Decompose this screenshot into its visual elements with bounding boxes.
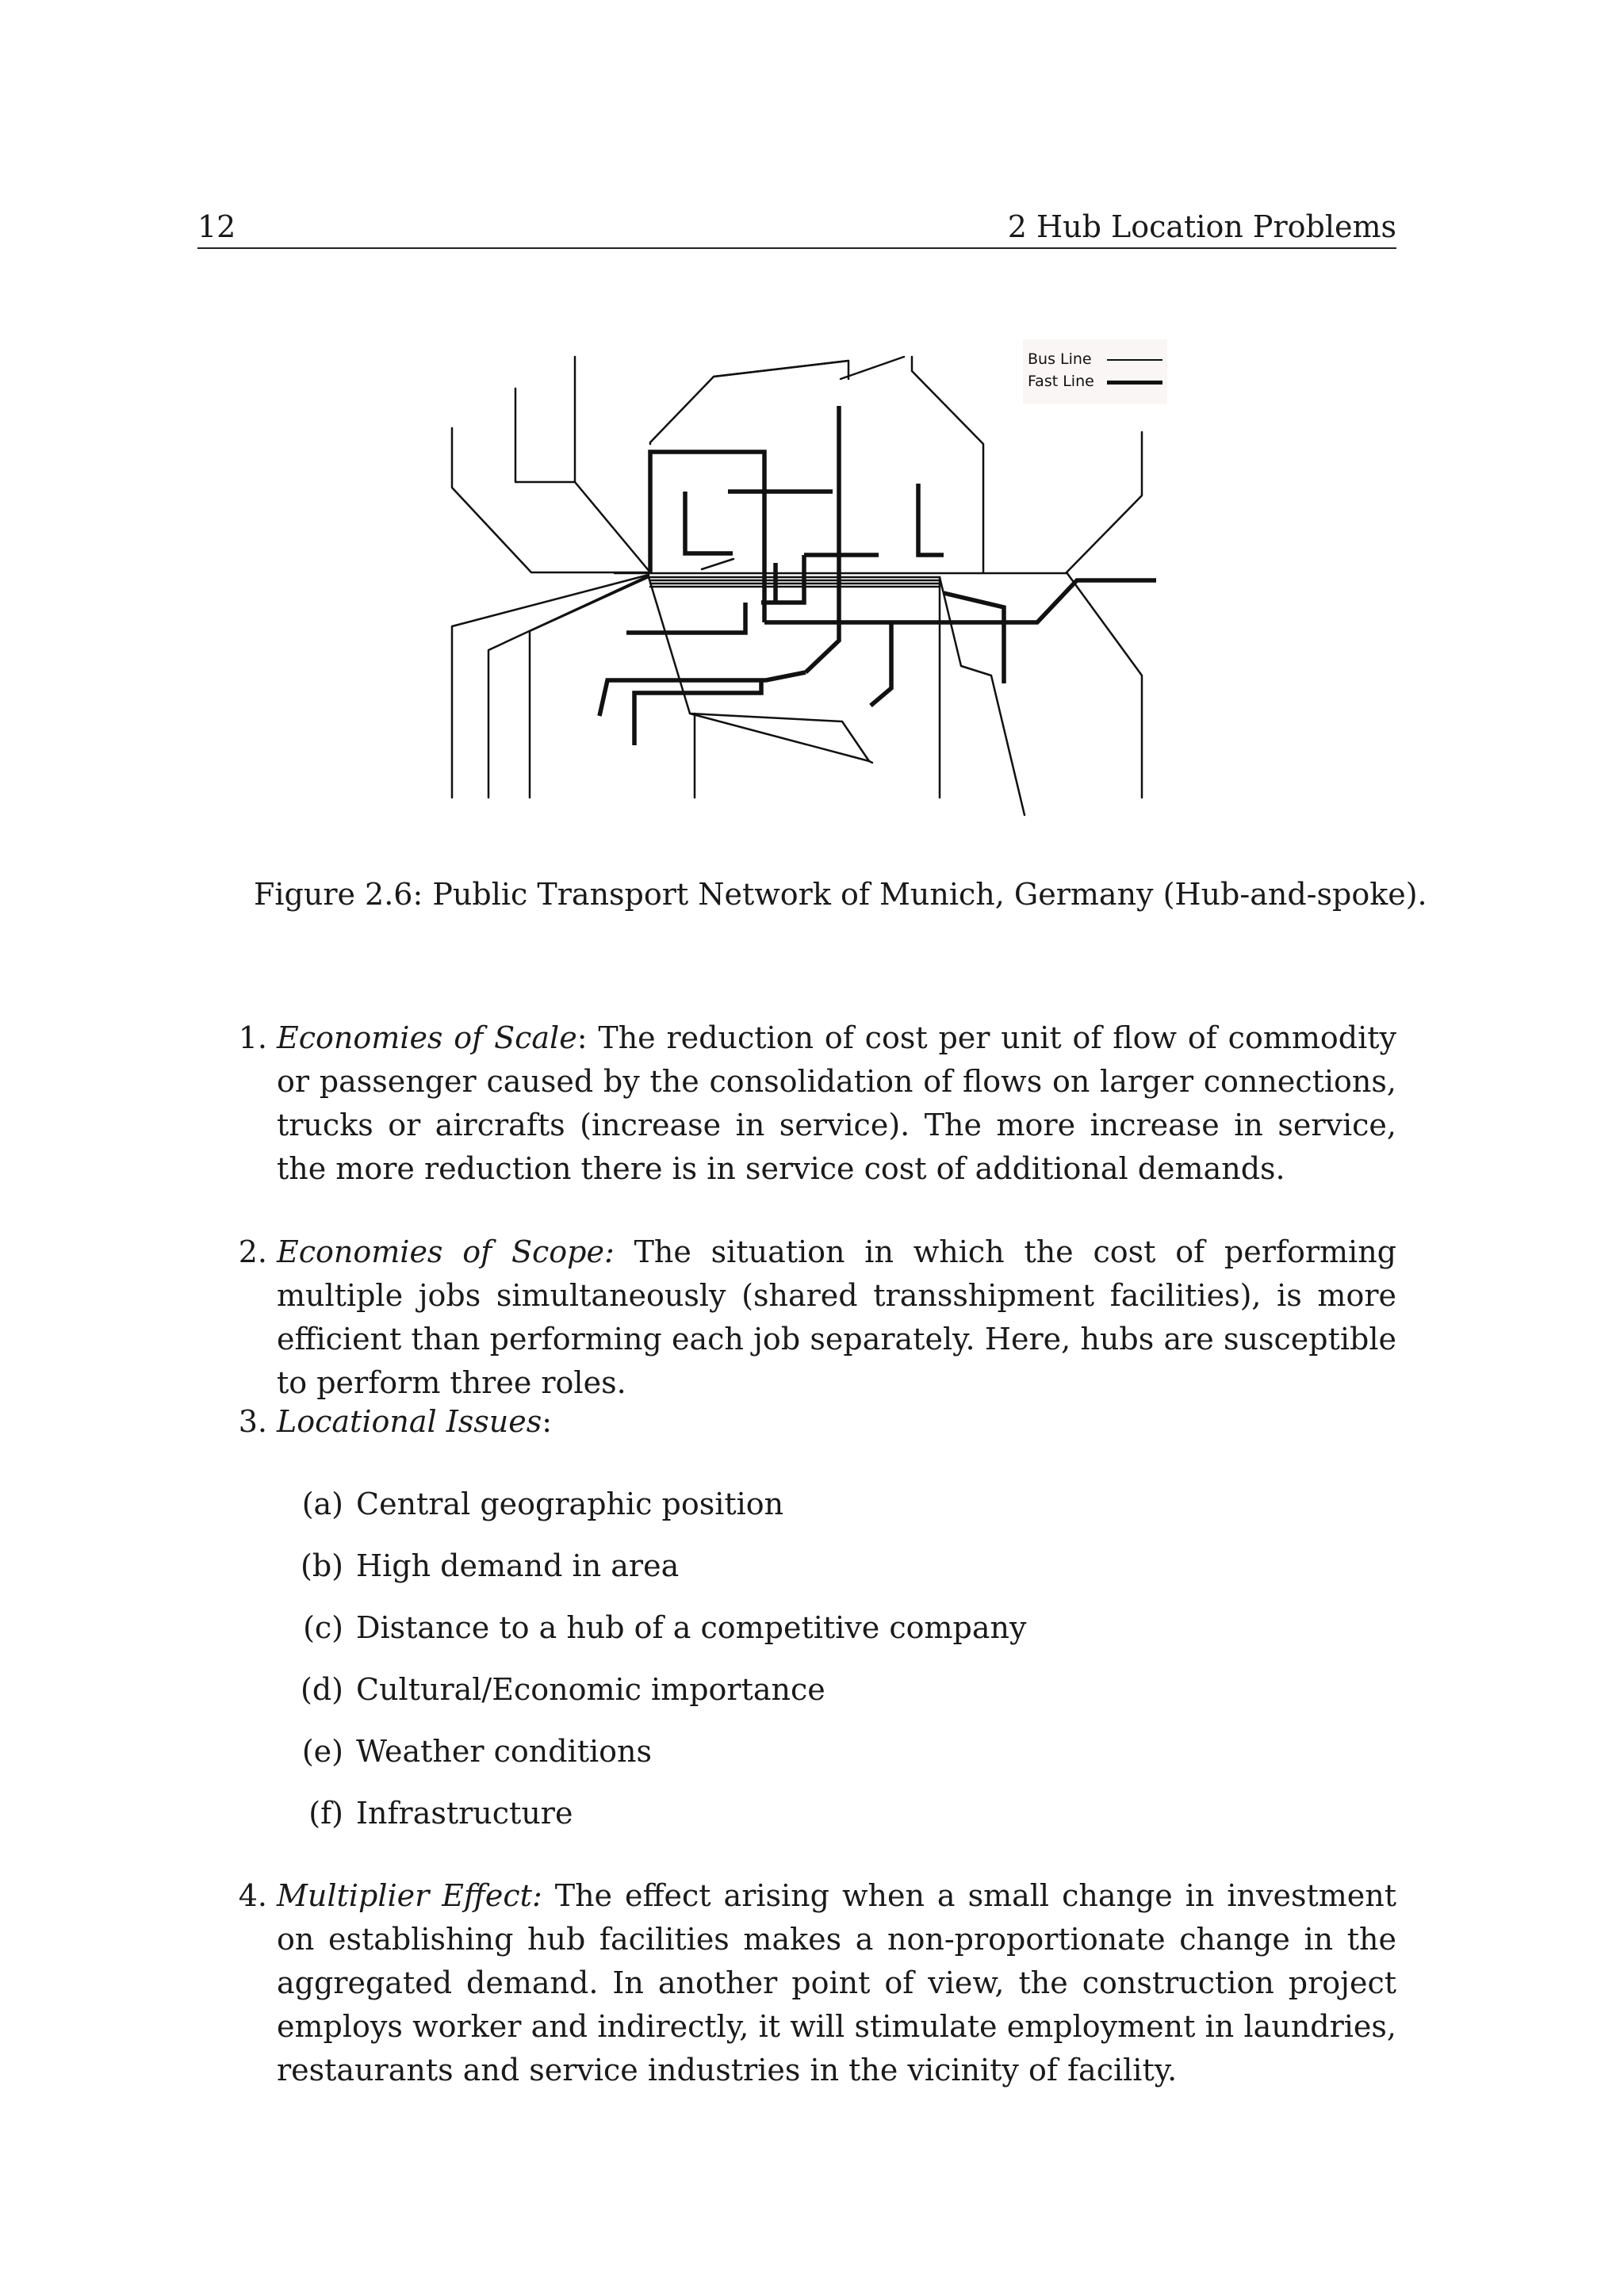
sublist-item (277, 1730, 1308, 1774)
item-number: 3. (238, 1404, 267, 1439)
bus-line (530, 577, 649, 798)
bus-line (940, 577, 1025, 815)
fast-line (650, 452, 764, 622)
subitem-label: (a) (301, 1487, 343, 1521)
header-rule (197, 247, 1396, 249)
legend-swatch-thin (1107, 359, 1162, 361)
subitem-text: Infrastructure (356, 1796, 573, 1831)
sublist-item (277, 1483, 1308, 1526)
item-lead: Economies of Scale (277, 1020, 577, 1055)
item-lead: Locational Issues (277, 1404, 542, 1439)
item-body (277, 1874, 1396, 2092)
item-text: The situation in which the cost of performing multiple jobs simultaneously (shared transshipment facilities), is more efficient than performing each job separately. Here, hubs are susceptible to perform three roles. (277, 1234, 1397, 1400)
transport-network-figure (444, 333, 1174, 825)
subitem-text: Cultural/Economic importance (356, 1672, 825, 1707)
figure-caption: Figure 2.6: Public Transport Network of Munich, Germany (Hub-and-spoke). (254, 877, 1427, 912)
subitem-text: Weather conditions (356, 1734, 652, 1769)
figure-legend (1023, 339, 1167, 404)
fast-line (685, 492, 733, 553)
item-body (277, 1230, 1396, 1405)
sublist-item (277, 1544, 1308, 1588)
item-text: The effect arising when a small change in investment on establishing hub facilities makes a non-proportionate change in the aggregated demand. In another point of view, the construction project employs worker and indirectly, it will stimulate employment in laundries, restaurants and service industries in the vicinity of facility. (277, 1878, 1396, 2087)
bus-line (452, 428, 649, 572)
item-text: The reduction of cost per unit of flow of commodity or passenger caused by the consolidation of flows on larger connections, trucks or aircrafts (increase in service). The more increase in service, the more reduction there is in service cost of additional demands. (277, 1020, 1396, 1186)
item-lead: Economies of Scope: (277, 1234, 615, 1269)
fast-line (761, 555, 804, 603)
subitem-label: (d) (301, 1672, 343, 1707)
subitem-label: (c) (303, 1610, 343, 1645)
bus-line (841, 357, 904, 379)
item-lead-separator: : (542, 1404, 553, 1439)
page-number: 12 (197, 209, 236, 244)
bus-line (702, 559, 733, 569)
item-number: 2. (238, 1234, 267, 1269)
item-number: 4. (238, 1878, 267, 1913)
subitem-label: (e) (301, 1734, 343, 1769)
bus-line (1067, 432, 1142, 572)
fast-lines (599, 406, 1156, 745)
item-body (277, 1016, 1396, 1191)
subitem-text: High demand in area (356, 1548, 680, 1583)
item-number: 1. (238, 1020, 267, 1055)
sublist-item (277, 1606, 1308, 1650)
bus-line (452, 575, 649, 798)
page-header (197, 205, 1396, 249)
sublist-item (277, 1792, 1308, 1835)
running-title: 2 Hub Location Problems (1007, 209, 1396, 244)
legend-label: Fast Line (1028, 373, 1094, 390)
item-lead-separator: : (576, 1020, 588, 1055)
bus-line (912, 357, 983, 572)
bus-line (1067, 572, 1142, 798)
subitem-label: (f) (308, 1796, 343, 1831)
bus-line (575, 357, 650, 572)
item-body (277, 1400, 1396, 1444)
legend-swatch-thick (1107, 381, 1162, 385)
fast-line (806, 406, 839, 672)
subitem-label: (b) (301, 1548, 343, 1583)
network-map (444, 333, 1174, 825)
sublist-item (277, 1668, 1308, 1712)
legend-label: Bus Line (1028, 350, 1092, 368)
bus-lines (452, 357, 1142, 815)
subitem-text: Central geographic position (356, 1487, 784, 1521)
bus-line (714, 361, 848, 377)
item-lead: Multiplier Effect: (277, 1878, 542, 1913)
fast-line (626, 603, 745, 633)
fast-line (871, 622, 891, 706)
bus-line (515, 388, 575, 482)
bus-line (488, 576, 649, 798)
fast-line (634, 680, 761, 745)
subitem-text: Distance to a hub of a competitive company (356, 1610, 1027, 1645)
fast-line (918, 484, 944, 555)
